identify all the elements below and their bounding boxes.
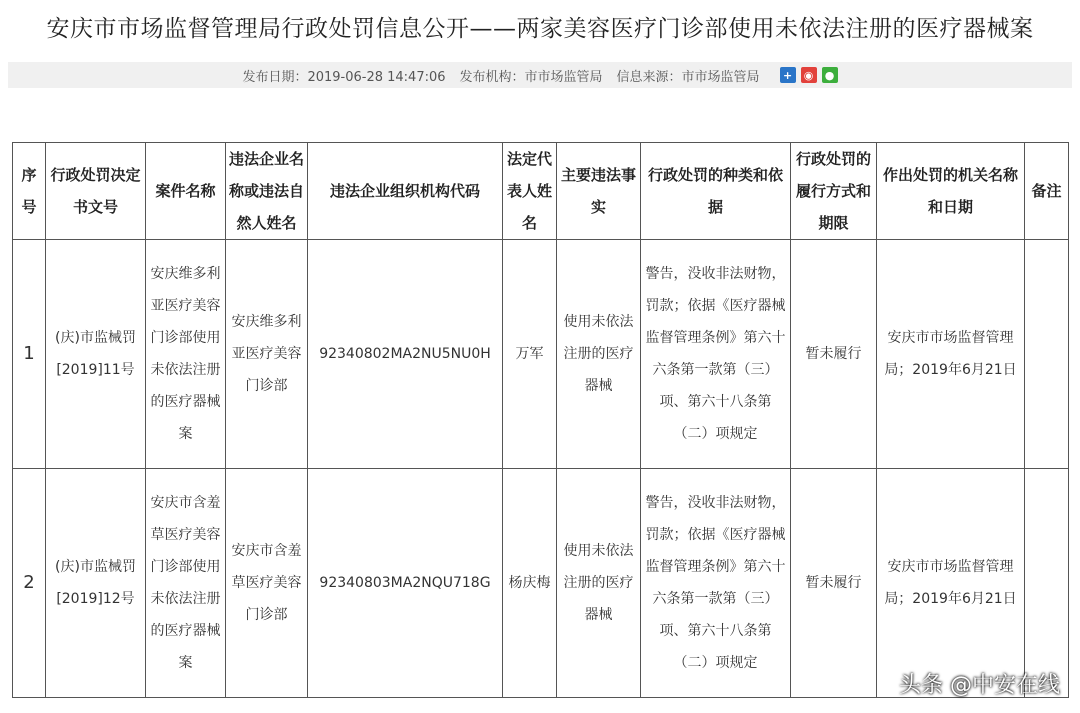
legal-representative: 万军 — [503, 240, 557, 469]
legal-representative: 杨庆梅 — [503, 469, 557, 698]
violation-facts: 使用未依法注册的医疗器械 — [557, 240, 641, 469]
header-cell: 行政处罚的履行方式和期限 — [791, 143, 877, 240]
header-cell: 行政处罚决定书文号 — [46, 143, 146, 240]
violator-name: 安庆市含羞草医疗美容门诊部 — [226, 469, 308, 698]
header-cell: 违法企业名称或违法自然人姓名 — [226, 143, 308, 240]
header-cell: 主要违法事实 — [557, 143, 641, 240]
header-cell: 序号 — [13, 143, 46, 240]
header-cell: 法定代表人姓名 — [503, 143, 557, 240]
execution-status: 暂未履行 — [791, 240, 877, 469]
info-source: 信息来源：市市场监管局 — [616, 69, 760, 85]
authority-date: 安庆市市场监督管理局；2019年6月21日 — [877, 469, 1025, 698]
meta-bar — [8, 62, 1072, 88]
case-name: 安庆市含羞草医疗美容门诊部使用未依法注册的医疗器械案 — [146, 469, 226, 698]
remark — [1025, 469, 1069, 698]
publish-date: 发布日期：2019-06-28 14:47:06 — [242, 69, 446, 85]
authority-date: 安庆市市场监督管理局；2019年6月21日 — [877, 240, 1025, 469]
penalty-basis: 警告，没收非法财物，罚款；依据《医疗器械监督管理条例》第六十六条第一款第（三）项、第六十八条第（二）项规定 — [641, 469, 791, 698]
violation-facts: 使用未依法注册的医疗器械 — [557, 469, 641, 698]
violator-name: 安庆维多利亚医疗美容门诊部 — [226, 240, 308, 469]
decision-doc-number: (庆)市监械罚[2019]11号 — [46, 240, 146, 469]
org-code: 92340803MA2NQU718G — [308, 469, 503, 698]
weibo-icon[interactable]: ◉ — [801, 67, 817, 83]
penalty-basis: 警告，没收非法财物，罚款；依据《医疗器械监督管理条例》第六十六条第一款第（三）项、第六十八条第（二）项规定 — [641, 240, 791, 469]
header-cell: 备注 — [1025, 143, 1069, 240]
watermark: 头条 @中安在线 — [899, 673, 1060, 698]
table-header-row — [13, 143, 1069, 240]
remark — [1025, 240, 1069, 469]
plus-icon[interactable]: + — [780, 67, 796, 83]
table-row — [13, 240, 1069, 469]
org-code: 92340802MA2NU5NU0H — [308, 240, 503, 469]
page-title: 安庆市市场监督管理局行政处罚信息公开——两家美容医疗门诊部使用未依法注册的医疗器械案 — [46, 16, 1034, 42]
publisher: 发布机构：市市场监管局 — [459, 69, 603, 85]
header-cell: 作出处罚的机关名称和日期 — [877, 143, 1025, 240]
decision-doc-number: (庆)市监械罚[2019]12号 — [46, 469, 146, 698]
header-cell: 行政处罚的种类和依据 — [641, 143, 791, 240]
case-name: 安庆维多利亚医疗美容门诊部使用未依法注册的医疗器械案 — [146, 240, 226, 469]
table-row — [13, 469, 1069, 698]
row-number: 2 — [13, 469, 46, 698]
share-icons — [780, 67, 838, 83]
header-cell: 违法企业组织机构代码 — [308, 143, 503, 240]
wechat-icon[interactable]: ● — [822, 67, 838, 83]
header-cell: 案件名称 — [146, 143, 226, 240]
penalty-table — [12, 142, 1069, 698]
execution-status: 暂未履行 — [791, 469, 877, 698]
row-number: 1 — [13, 240, 46, 469]
